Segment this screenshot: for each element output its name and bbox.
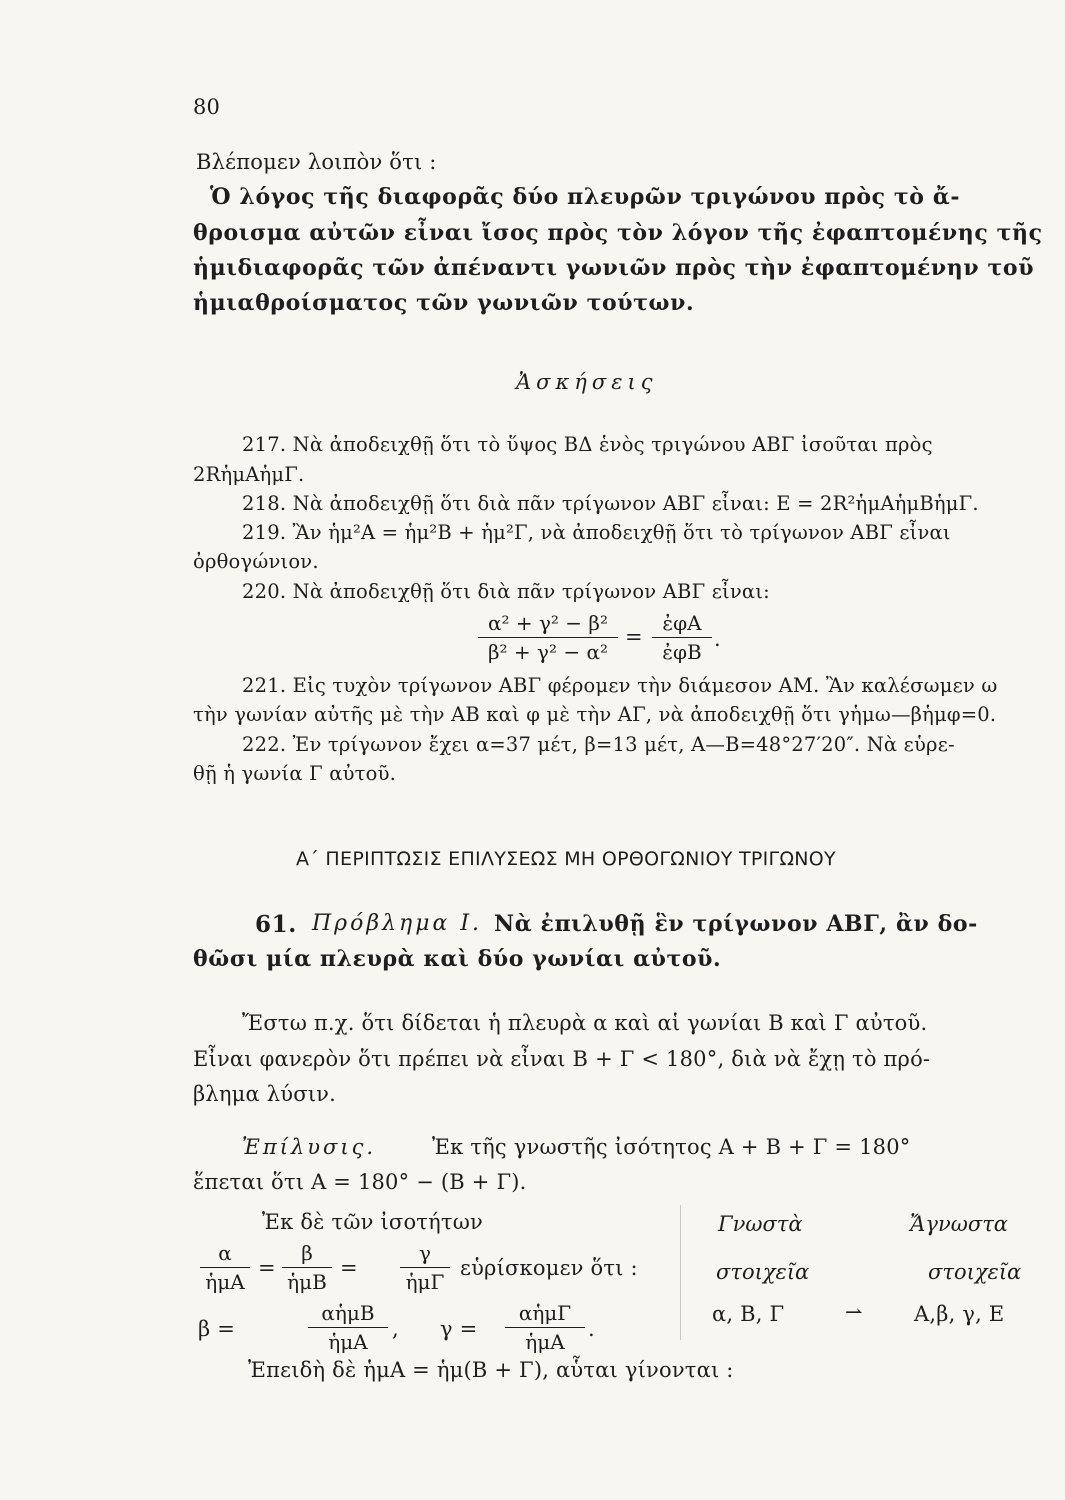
exercise-217-line-2: 2RἡμΑἡμΓ.: [193, 463, 305, 486]
fraction-a-over-sinA: [200, 1240, 250, 1295]
since-line: Ἐπειδὴ δὲ ἡμΑ = ἡμ(Β + Γ), αὗται γίνονται :: [248, 1358, 734, 1382]
formula-220-lhs: [478, 610, 618, 665]
section-title: Α΄ ΠΕΡΙΠΤΩΣΙΣ ΕΠΙΛΥΣΕΩΣ ΜΗ ΟΡΘΟΓΩΝΙΟΥ ΤΡΙΓΩΝΟΥ: [296, 848, 836, 870]
intro-line: Βλέπομεν λοιπὸν ὅτι :: [196, 150, 437, 174]
theorem-line-4: ἡμιαθροίσματος τῶν γωνιῶν τούτων.: [193, 290, 695, 316]
fraction-bar: [478, 637, 618, 638]
formula-220-rhs: [652, 610, 712, 665]
exercise-219-line-2: ὀρθογώνιον.: [193, 550, 319, 573]
solution-label: Ἐπίλυσις.: [242, 1135, 377, 1159]
fraction-bar: [652, 637, 712, 638]
unknown-header-1: Ἄγνωστα: [910, 1212, 1008, 1236]
body-paragraph-2: Εἶναι φανερὸν ὅτι πρέπει νὰ εἶναι Β + Γ < 180°, διὰ νὰ ἔχῃ τὸ πρό-: [193, 1047, 931, 1071]
problem-text-line-1: Νὰ ἐπιλυθῇ ἓν τρίγωνον ΑΒΓ, ἂν δο-: [494, 911, 978, 937]
fraction-numerator: αἡμΒ: [321, 1301, 375, 1325]
solution-text-2: ἕπεται ὅτι Α = 180° − (Β + Γ).: [193, 1170, 527, 1194]
formula-220-rhs-numerator: ἐφΑ: [662, 611, 702, 635]
page-number: 80: [193, 95, 221, 119]
fraction-denominator: ἡμΒ: [287, 1270, 327, 1294]
fraction-numerator: β: [301, 1241, 313, 1265]
find-text: εὑρίσκομεν ὅτι :: [460, 1256, 638, 1280]
fraction-denominator: ἡμΓ: [405, 1270, 445, 1294]
body-paragraph-1: Ἔστω π.χ. ὅτι δίδεται ἡ πλευρὰ α καὶ αἱ γωνίαι Β καὶ Γ αὐτοῦ.: [242, 1011, 928, 1035]
comma: ,: [392, 1317, 399, 1341]
known-values: α, Β, Γ: [712, 1302, 785, 1326]
fraction-numerator: γ: [419, 1241, 431, 1265]
formula-220-numerator: α² + γ² − β²: [487, 611, 609, 635]
gamma-fraction: [505, 1300, 585, 1355]
exercises-heading: Ἀσκήσεις: [516, 370, 658, 394]
known-header-1: Γνωστὰ: [718, 1212, 803, 1236]
formula-220-rhs-denominator: ἐφΒ: [662, 640, 702, 664]
exercise-218: 218. Νὰ ἀποδειχθῇ ὅτι διὰ πᾶν τρίγωνον ΑΒΓ εἶναι: Ε = 2R²ἡμΑἡμΒἡμΓ.: [242, 492, 979, 515]
exercise-221-line-1: 221. Εἰς τυχὸν τρίγωνον ΑΒΓ φέρομεν τὴν διάμεσον ΑΜ. Ἂν καλέσωμεν ω: [242, 674, 998, 697]
gamma-lhs: γ =: [440, 1317, 478, 1341]
theorem-line-1: Ὁ λόγος τῆς διαφορᾶς δύο πλευρῶν τριγώνου πρὸς τὸ ἄ-: [210, 184, 961, 210]
solution-text: Ἐκ τῆς γνωστῆς ἰσότητος Α + Β + Γ = 180°: [432, 1135, 911, 1159]
equals-sign: =: [340, 1256, 358, 1280]
equals-sign: =: [258, 1256, 276, 1280]
fraction-b-over-sinB: [282, 1240, 332, 1295]
table-divider: [680, 1205, 681, 1340]
formula-220-period: .: [714, 627, 721, 651]
fraction-bar: [200, 1267, 250, 1268]
fraction-numerator: α: [218, 1241, 232, 1265]
period: .: [588, 1317, 595, 1341]
fraction-bar: [282, 1267, 332, 1268]
unknown-values: Α,β, γ, Ε: [914, 1302, 1005, 1326]
fraction-numerator: αἡμΓ: [518, 1301, 572, 1325]
fraction-bar: [400, 1267, 450, 1268]
exercise-222-line-1: 222. Ἐν τρίγωνον ἔχει α=37 μέτ, β=13 μέτ, Α—Β=48°27′20″. Νὰ εὑρε-: [242, 733, 955, 756]
formula-220-denominator: β² + γ² − α²: [487, 640, 609, 664]
beta-lhs: β =: [198, 1317, 236, 1341]
unknown-header-2: στοιχεῖα: [928, 1260, 1022, 1284]
exercise-221-line-2: τὴν γωνίαν αὐτῆς μὲ τὴν ΑΒ καὶ φ μὲ τὴν ΑΓ, νὰ ἀποδειχθῇ ὅτι γἡμω—βἡμφ=0.: [193, 703, 997, 726]
exercise-219-line-1: 219. Ἂν ἡμ²Α = ἡμ²Β + ἡμ²Γ, νὰ ἀποδειχθῇ ὅτι τὸ τρίγωνον ΑΒΓ εἶναι: [242, 521, 951, 544]
exercise-220: 220. Νὰ ἀποδειχθῇ ὅτι διὰ πᾶν τρίγωνον ΑΒΓ εἶναι:: [242, 580, 770, 603]
arrow-icon: ⇀: [845, 1300, 863, 1324]
theorem-line-2: θροισμα αὐτῶν εἶναι ἴσος πρὸς τὸν λόγον τῆς ἐφαπτομένης τῆς: [193, 220, 1043, 246]
theorem-line-3: ἡμιδιαφορᾶς τῶν ἀπέναντι γωνιῶν πρὸς τὴν ἐφαπτομένην τοῦ: [193, 255, 1035, 281]
known-header-2: στοιχεῖα: [716, 1260, 810, 1284]
exercise-222-line-2: θῇ ἡ γωνία Γ αὐτοῦ.: [193, 762, 397, 785]
fraction-c-over-sinC: [400, 1240, 450, 1295]
beta-fraction: [308, 1300, 388, 1355]
from-equalities: Ἐκ δὲ τῶν ἰσοτήτων: [262, 1210, 484, 1234]
body-paragraph-3: βλημα λύσιν.: [193, 1082, 337, 1106]
fraction-denominator: ἡμΑ: [205, 1270, 245, 1294]
fraction-denominator: ἡμΑ: [328, 1330, 368, 1354]
exercise-217-line-1: 217. Νὰ ἀποδειχθῇ ὅτι τὸ ὕψος ΒΔ ἑνὸς τριγώνου ΑΒΓ ἰσοῦται πρὸς: [242, 433, 933, 456]
fraction-bar: [308, 1327, 388, 1328]
fraction-bar: [505, 1327, 585, 1328]
problem-label: Πρόβλημα I.: [312, 911, 483, 936]
formula-220-equals: =: [625, 625, 643, 649]
fraction-denominator: ἡμΑ: [525, 1330, 565, 1354]
problem-number: 61.: [255, 911, 297, 938]
problem-text-line-2: θῶσι μία πλευρὰ καὶ δύο γωνίαι αὐτοῦ.: [193, 946, 722, 972]
